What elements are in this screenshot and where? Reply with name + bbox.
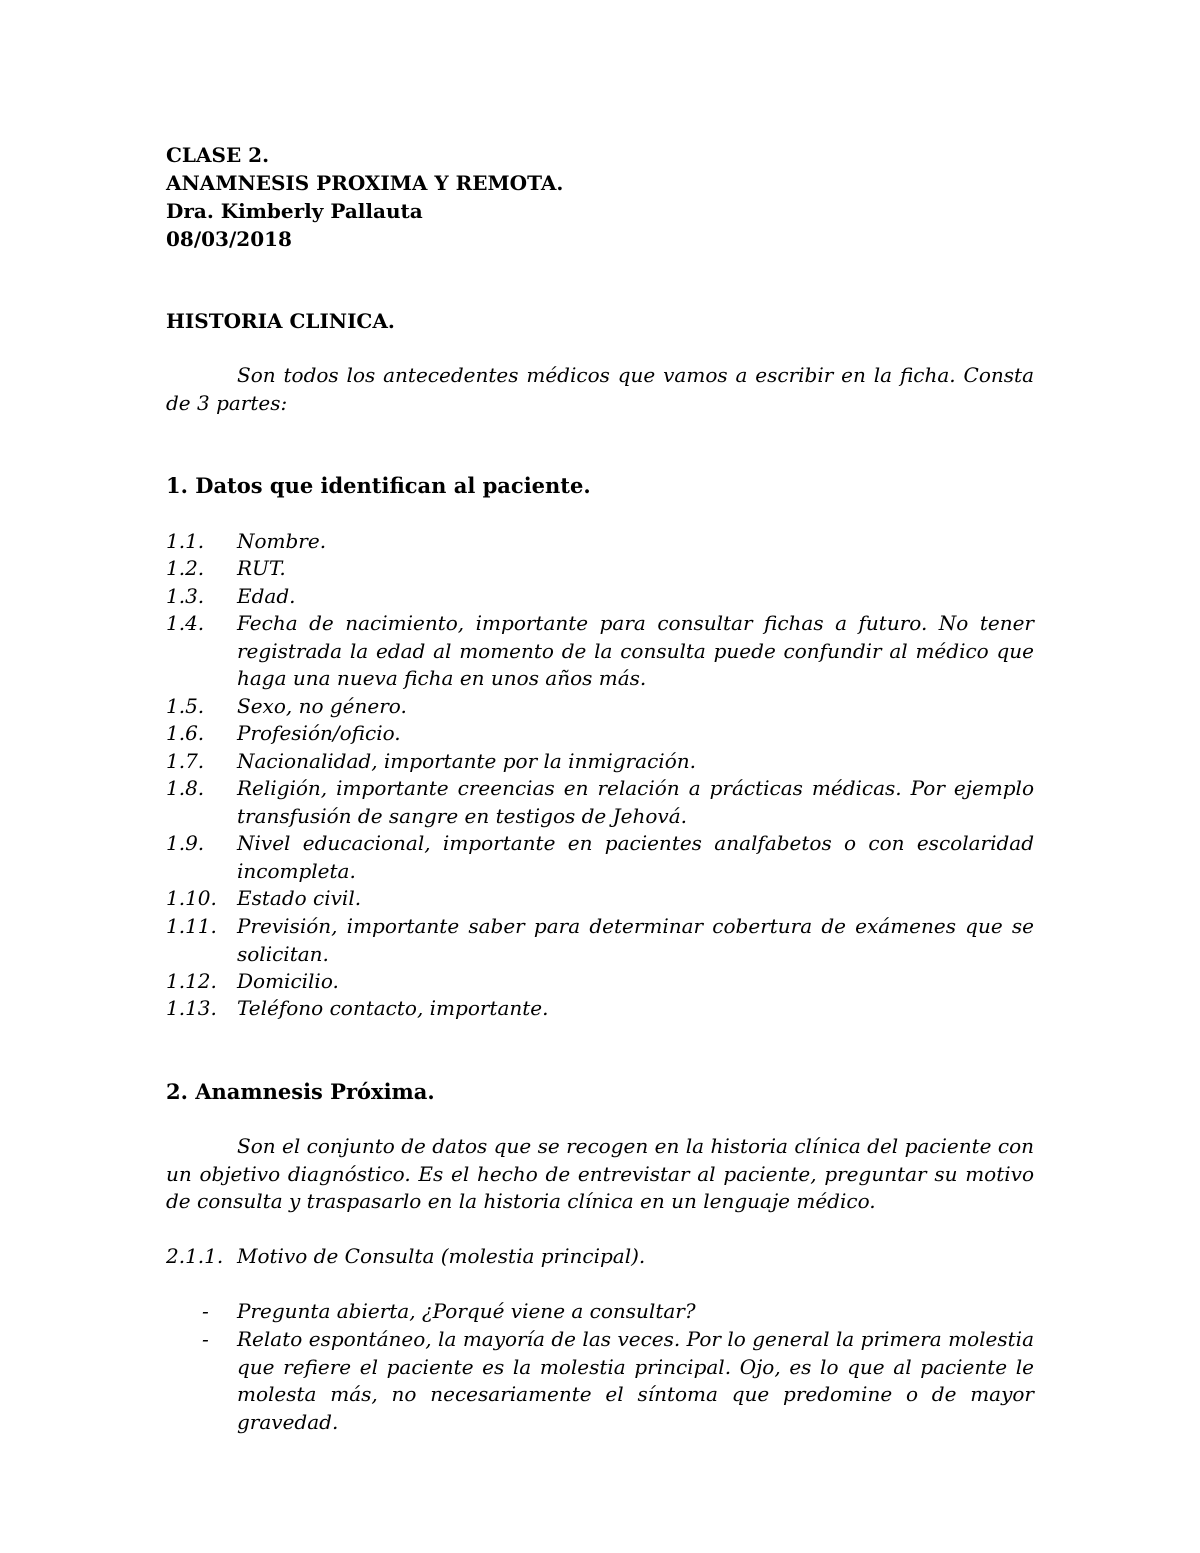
section-2-title: 2. Anamnesis Próxima. [166,1079,435,1104]
list-item-number: 1.9. [166,831,205,855]
bullet-dash: - [202,1327,209,1351]
list-item-text: RUT. [237,556,286,580]
list-item [166,968,1034,996]
historia-clinica-title: HISTORIA CLINICA. [166,309,395,333]
list-item [166,583,1034,611]
list-item [166,693,1034,721]
lecturer-name: Dra. Kimberly Pallauta [166,199,423,223]
list-item-number: 1.7. [166,749,205,773]
list-item-text: Teléfono contacto, importante. [237,996,549,1020]
list-item [166,555,1034,583]
bullet-item [166,1326,1034,1436]
list-item-number: 1.3. [166,584,205,608]
list-item-text: Sexo, no género. [237,694,407,718]
list-item [166,913,1034,968]
list-item-text: Estado civil. [237,886,362,910]
list-item [166,830,1034,885]
list-item-text: Previsión, importante saber para determinar cobertura de exámenes que se solicitan. [237,914,1034,966]
list-item-text: Fecha de nacimiento, importante para consultar fichas a futuro. No tener registrada la edad al momento de la consulta puede confundir al médico que haga una nueva ficha en unos años más. [237,611,1034,690]
list-item-text: Profesión/oficio. [237,721,401,745]
lecture-title: ANAMNESIS PROXIMA Y REMOTA. [166,171,564,195]
list-item-text: Nacionalidad, importante por la inmigración. [237,749,696,773]
list-item [166,885,1034,913]
list-item [166,748,1034,776]
list-item-number: 1.5. [166,694,205,718]
subsection-number: 2.1.1. [166,1244,224,1268]
list-item [166,720,1034,748]
list-item-number: 1.4. [166,611,205,635]
anamnesis-intro-paragraph: Son el conjunto de datos que se recogen en la historia clínica del paciente con un objetivo diagnóstico. Es el hecho de entrevistar al paciente, preguntar su motivo de consulta y traspasarlo en la historia clínica en un lenguaje médico. [166,1134,1034,1213]
list-item-number: 1.1. [166,529,205,553]
list-item-number: 1.10. [166,886,217,910]
list-item-number: 1.8. [166,776,205,800]
list-item-text: Domicilio. [237,969,339,993]
bullet-item [166,1298,1034,1326]
list-item-text: Edad. [237,584,296,608]
subsection-heading [166,1243,1034,1271]
list-item-number: 1.12. [166,969,217,993]
bullet-text: Pregunta abierta, ¿Porqué viene a consultar? [237,1299,696,1323]
list-item [166,995,1034,1023]
subsection-text: Motivo de Consulta (molestia principal). [237,1244,646,1268]
bullet-text: Relato espontáneo, la mayoría de las veces. Por lo general la primera molestia que refiere el paciente es la molestia principal. Ojo, es lo que al paciente le molesta más, no necesariamente el síntoma que predomine o de mayor gravedad. [237,1327,1034,1434]
list-item-text: Nivel educacional, importante en pacientes analfabetos o con escolaridad incompleta. [237,831,1034,883]
lecture-date: 08/03/2018 [166,227,292,251]
list-item-number: 1.2. [166,556,205,580]
class-number: CLASE 2. [166,143,270,167]
list-item-number: 1.13. [166,996,217,1020]
bullet-dash: - [202,1299,209,1323]
list-item-text: Nombre. [237,529,327,553]
section-1-title: 1. Datos que identifican al paciente. [166,473,591,498]
list-item-number: 1.6. [166,721,205,745]
list-item [166,775,1034,830]
list-item [166,528,1034,556]
list-item-number: 1.11. [166,914,217,938]
list-item-text: Religión, importante creencias en relación a prácticas médicas. Por ejemplo transfusión de sangre en testigos de Jehová. [237,776,1034,828]
list-item [166,610,1034,693]
historia-intro-paragraph: Son todos los antecedentes médicos que vamos a escribir en la ficha. Consta de 3 partes: [166,363,1034,415]
